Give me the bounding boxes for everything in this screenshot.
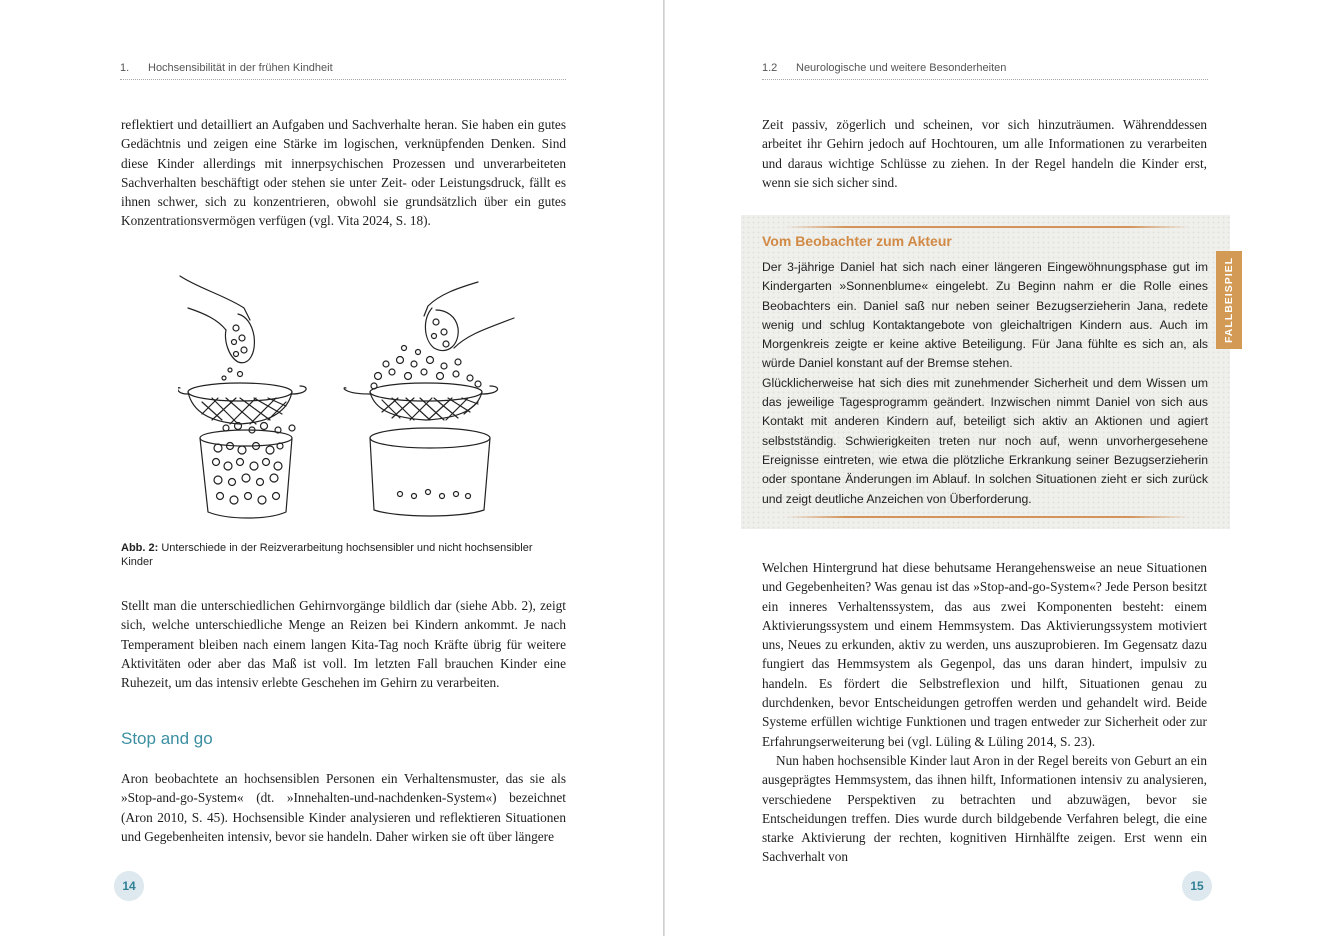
figure-caption-text: Unterschiede in der Reizverarbeitung hochsensibler und nicht hochsensibler Kinder	[121, 542, 533, 568]
case-example-text	[762, 258, 1208, 509]
figure-caption	[121, 541, 566, 569]
divider	[785, 226, 1190, 228]
fallbeispiel-tab	[1216, 251, 1242, 349]
case-example-box	[741, 215, 1230, 529]
case-example-title: Vom Beobachter zum Akteur	[762, 233, 952, 249]
case-example-text-1: Der 3-jährige Daniel hat sich nach einer längeren Eingewöhnungsphase gut im Kindergarten »Sonnenblume« eingelebt. Zu Beginn nahm er die Rolle eines Beobachters ein. Daniel saß nur neben seiner Bezugserzieherin Jana, redete wenig und schlug Kontaktangebote von gleichaltrigen Kindern aus. Auch im Morgenkreis zeigte er keine aktive Beteiligung. Für Jana fühlte es sich an, als würde Daniel konstant auf der Bremse stehen.	[762, 260, 1208, 371]
section-title: Neurologische und weitere Besonderheiten	[796, 62, 1007, 74]
running-head-left	[120, 62, 566, 80]
left-page	[0, 0, 663, 936]
divider	[785, 516, 1190, 518]
paragraph: Zeit passiv, zögerlich und scheinen, vor sich hinzuträumen. Währenddessen arbeitet ihr Gehirn jedoch auf Hochtouren, um alle Informationen zu verarbeiten und daraus wichtige Schlüsse zu ziehen. In der Regel handeln die Kinder erst, wenn sie sich sicher sind.	[762, 117, 1207, 190]
chapter-number: 1.	[120, 62, 130, 74]
running-head-right	[762, 62, 1208, 80]
right-page	[665, 0, 1327, 936]
case-example-text-2: Glücklicherweise hat sich dies mit zunehmender Sicherheit und dem Wissen um das jeweilige Tagesprogramm geändert. Inzwischen nimmt Daniel von sich aus Kontakt mit anderen Kindern auf, beteiligt sich aktiv an Aktionen und agiert selbstständig. Schwierigkeiten treten nur noch auf, wenn unvorhergesehene Ereignisse eintreten, wie etwa die plötzliche Erkrankung seiner Bezugserzieherin oder spontane Änderungen im Ablauf. In solchen Situationen zieht er sich zurück und zeigt deutliche Anzeichen von Überforderung.	[762, 375, 1208, 506]
paragraph: Stellt man die unterschiedlichen Gehirnvorgänge bildlich dar (siehe Abb. 2), zeigt sich, welche unterschiedliche Menge an Reizen bei Kindern ankommt. Je nach Temperament bleiben nach einem langen Kita-Tag noch Kräfte übrig für weitere Aktivitäten oder aber das Maß ist voll. Im letzten Fall brauchen Kinder eine Ruhezeit, um das intensiv erlebte Geschehen im Gehirn zu verarbeiten.	[121, 598, 566, 691]
page-number: 14	[114, 871, 144, 901]
sieve-illustration	[178, 268, 523, 523]
paragraph: Aron beobachtete an hochsensiblen Personen ein Verhaltensmuster, das sie als »Stop-and-go-System« (dt. »Innehalten-und-nachdenken-System«) bezeichnet (Aron 2010, S. 45). Hochsensible Kinder analysieren und reflektieren Situationen und Gegebenheiten intensiv, bevor sie handeln. Daher wirken sie oft über längere	[121, 771, 566, 844]
paragraph: Nun haben hochsensible Kinder laut Aron in der Regel bereits von Geburt an ein ausgeprägtes Hemmsystem, das ihnen hilft, Informationen intensiv zu analysieren, verschiedene Perspektiven zu betrachten und abzuwägen, bevor sie Entscheidungen treffen. Dies wurde durch bildgebende Verfahren belegt, die eine starke Aktivierung der rechten, kognitiven Hirnhälfte zeigen. Erst wenn ein Sachverhalt von	[762, 753, 1207, 865]
section-heading: Stop and go	[121, 729, 213, 748]
tab-label: FALLBEISPIEL	[1223, 256, 1235, 344]
section-number: 1.2	[762, 62, 778, 74]
page-number: 15	[1182, 871, 1212, 901]
paragraph: Welchen Hintergrund hat diese behutsame Herangehensweise an neue Situationen und Gegebenheiten? Was genau ist das »Stop-and-go-System«? Jede Person besitzt ein inneres Verhaltenssystem, das aus zwei Komponenten besteht: einem Aktivierungssystem und einem Hemmsystem. Das Aktivierungssystem motiviert uns, Neues zu erkunden, aktiv zu werden, uns auszuprobieren. Im Gegensatz dazu fungiert das Hemmsystem als Gegenpol, das uns daran hindert, impulsiv zu handeln. Es fördert die Selbstreflexion und hilft, Situationen genau zu durchdenken, bevor Entscheidungen getroffen werden und gehandelt wird. Beide Systeme erfüllen wichtige Funktionen und tragen entweder zur Sicherheit oder zur Erfahrungserweiterung bei (vgl. Lüling & Lüling 2014, S. 23).	[762, 560, 1207, 749]
paragraph: reflektiert und detailliert an Aufgaben und Sachverhalte heran. Sie haben ein gutes Gedächtnis und zeigen eine Stärke im logischen, verknüpfenden Denken. Sind diese Kinder allerdings mit innerpsychischen Prozessen und unverarbeiteten Sachverhalten beschäftigt oder stehen sie unter Zeit- oder Leistungsdruck, fällt es ihnen schwer, sich zu konzentrieren, obwohl sie grundsätzlich über ein gutes Konzentrationsvermögen verfügen (vgl. Vita 2024, S. 18).	[121, 117, 566, 229]
figure-label: Abb. 2:	[121, 542, 159, 554]
chapter-title: Hochsensibilität in der frühen Kindheit	[148, 62, 333, 74]
